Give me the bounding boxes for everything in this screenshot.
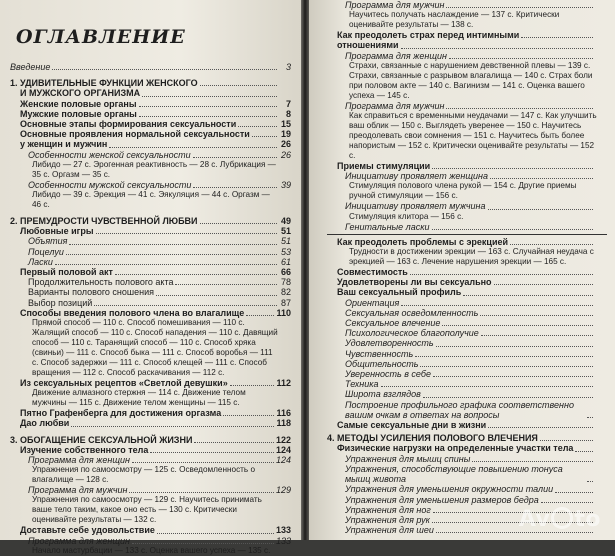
- toc-entry-title: Генитальные ласки: [345, 221, 430, 232]
- toc-page-number: 124: [275, 455, 291, 466]
- toc-subtopics: Либидо — 39 с. Эрекция — 41 с. Эякуляция — 44 с. Оргазм — 46 с.: [32, 190, 270, 210]
- toc-entry-title: Первый половой акт: [20, 267, 113, 278]
- toc-entry: [10, 287, 291, 297]
- dot-leader: [432, 168, 593, 169]
- toc-entry: [10, 257, 291, 267]
- toc-page-number: 124: [275, 444, 291, 455]
- toc-entry-title: Инициативу проявляет женщина: [345, 171, 488, 182]
- toc-entry: [10, 150, 291, 160]
- dot-leader: [200, 85, 277, 86]
- dot-leader: [246, 315, 274, 316]
- toc-entry: [10, 129, 291, 139]
- toc-entry-title: Сексуальная осведомленность: [345, 307, 479, 318]
- toc-entry-title: 4. МЕТОДЫ УСИЛЕНИЯ ПОЛОВОГО ВЛЕЧЕНИЯ: [327, 433, 538, 444]
- toc-list-left: [10, 62, 291, 556]
- toc-entry: [327, 454, 607, 464]
- toc-entry: [10, 216, 291, 226]
- dot-leader: [109, 147, 277, 148]
- toc-entry-title: Упражнения для шеи: [345, 525, 434, 536]
- toc-entry: [327, 0, 607, 10]
- toc-entry-title: 2. ПРЕМУДРОСТИ ЧУВСТВЕННОЙ ЛЮБВИ: [10, 216, 198, 227]
- toc-entry: [10, 445, 291, 455]
- dot-leader: [96, 233, 277, 234]
- toc-entry: [327, 328, 607, 338]
- toc-entry: [327, 308, 607, 318]
- toc-entry-title: Введение: [10, 62, 51, 72]
- toc-entry: [10, 180, 291, 190]
- toc-entry-title: Упражнения для рук: [345, 514, 430, 525]
- dot-leader: [52, 69, 277, 70]
- toc-entry: [10, 99, 291, 109]
- toc-subtopics: Упражнения по самоосмотру — 125 с. Осведомленность о влагалище — 128 с.: [32, 465, 256, 485]
- toc-entry: [327, 443, 607, 453]
- toc-entry-title: Основные этапы формирования сексуальности: [20, 119, 237, 130]
- toc-entry: [10, 435, 291, 445]
- toc-entry-title: Программа для женщин: [28, 455, 130, 466]
- toc-entry: [327, 359, 607, 369]
- toc-entry-title: Программа для женщин: [28, 535, 130, 546]
- dot-leader: [433, 376, 593, 377]
- dot-leader: [472, 461, 593, 462]
- dot-leader: [401, 305, 593, 306]
- toc-page-number: 116: [276, 408, 291, 419]
- toc-entry-title: Упражнения для ног: [345, 504, 431, 515]
- toc-page-number: 118: [276, 418, 291, 429]
- toc-entry-title: Упражнения для мышц спины: [345, 453, 471, 464]
- toc-entry-title: Удовлетворенность: [345, 338, 434, 349]
- toc-entry-title: Чувственность: [345, 348, 414, 359]
- toc-entry: [327, 433, 607, 443]
- toc-subtopics: Как справиться с временными неудачами — 147 с. Как улучшить ваш облик — 150 с. Выглядеть уверенее — 150 с. Научитесь преодолевать свои сомнения — 151 с. Научитесь быть более напористым — 152 с. Критически оценивайте результаты — 152 с.: [349, 111, 597, 161]
- toc-page-number: 19: [280, 129, 291, 140]
- toc-page-number: 8: [285, 108, 291, 119]
- toc-entry: [10, 236, 291, 246]
- toc-subtopics: Начало мастурбации — 133 с. Оценка вашего успеха — 135 с.: [32, 545, 271, 555]
- toc-entry: [10, 88, 291, 98]
- dot-leader: [129, 492, 274, 493]
- toc-subtopics: Трудности в достижении эрекции — 163 с. Случайная неудача с эрекцией — 163 с. Лечение нарушения эрекции — 165 с.: [349, 247, 594, 267]
- dot-leader: [494, 284, 593, 285]
- dot-leader: [193, 157, 277, 158]
- toc-page-number: 122: [275, 434, 291, 445]
- dot-leader: [446, 7, 593, 8]
- toc-entry: [10, 119, 291, 129]
- dot-leader: [66, 254, 277, 255]
- dot-leader: [481, 335, 593, 336]
- toc-entry: [10, 536, 291, 546]
- toc-entry: [10, 62, 291, 72]
- toc-entry: [327, 298, 607, 308]
- dot-leader: [142, 96, 277, 97]
- toc-entry-title: Сексуальное влечение: [345, 318, 441, 329]
- toc-page-number: 129: [275, 485, 291, 496]
- toc-entry: [327, 484, 607, 494]
- toc-entry: [327, 171, 607, 181]
- toc-page-number: 53: [280, 246, 291, 257]
- toc-page-number: 51: [280, 226, 291, 237]
- toc-entry: [327, 201, 607, 211]
- toc-entry-title: Построение профильного графика соответственно вашим очкам в ответах на вопросы: [345, 399, 574, 420]
- toc-page-number: 110: [276, 307, 291, 318]
- toc-entry-title: Дао любви: [20, 418, 70, 429]
- toc-entry: [327, 30, 607, 40]
- toc-entry: [327, 379, 607, 389]
- dot-leader: [463, 295, 593, 296]
- toc-entry: [327, 101, 607, 111]
- page-title: ОГЛАВЛЕНИЕ: [16, 26, 186, 48]
- toc-subtopics: Стимуляция полового члена рукой — 154 с. Другие приемы ручной стимуляции — 156 с.: [349, 181, 577, 201]
- toc-entry: [10, 109, 291, 119]
- toc-page-number: 26: [280, 149, 291, 160]
- dot-leader: [423, 397, 593, 398]
- dot-leader: [587, 481, 593, 482]
- toc-entry-title: Инициативу проявляет мужчина: [345, 201, 486, 212]
- toc-page-number: 87: [280, 297, 291, 308]
- dot-leader: [200, 223, 277, 224]
- dot-leader: [436, 532, 593, 533]
- toc-page-number: 51: [280, 236, 291, 247]
- dot-leader: [223, 415, 274, 416]
- dot-leader: [436, 346, 593, 347]
- dot-leader: [415, 356, 593, 357]
- toc-entry-title: Варианты полового сношения: [28, 287, 154, 298]
- toc-entry-title: Как преодолеть страх перед интимными: [337, 30, 520, 41]
- toc-entry: [10, 298, 291, 308]
- toc-entry: [327, 369, 607, 379]
- toc-entry-title: Программа для мужчин: [345, 0, 445, 10]
- toc-entry: [327, 287, 607, 297]
- toc-entry-title: Широта взглядов: [345, 389, 421, 400]
- toc-page-number: 133: [275, 525, 291, 536]
- toc-entry: [327, 51, 607, 61]
- toc-entry-title: Пятно Графенберга для достижения оргазма: [20, 408, 222, 419]
- toc-subtopics: Движение алмазного стержня — 114 с. Движение телом мужчины — 115 с. Движение телом женщины — 115 с.: [32, 388, 246, 408]
- dot-leader: [156, 295, 277, 296]
- toc-list-right: [327, 0, 607, 535]
- dot-leader: [540, 440, 593, 441]
- toc-entry-title: Упражнения для уменьшения окружности талии: [345, 484, 554, 495]
- toc-page-number: 78: [280, 277, 291, 288]
- toc-entry-title: Ориентация: [345, 297, 400, 308]
- toc-entry-title: Программа для мужчин: [345, 100, 445, 111]
- toc-page-number: 66: [280, 267, 291, 278]
- toc-page-number: 39: [280, 179, 291, 190]
- toc-entry: [327, 161, 607, 171]
- dot-leader: [55, 264, 277, 265]
- dot-leader: [94, 305, 277, 306]
- watermark-text-end: to: [574, 507, 601, 532]
- dot-leader: [432, 229, 594, 230]
- dot-leader: [115, 274, 277, 275]
- toc-subtopics: Упражнения по самоосмотру — 129 с. Научитесь принимать ваше тело таким, какое оно есть — 130 с. Критически оценивайте результаты — 132 с.: [32, 495, 262, 525]
- toc-entry-title: Самые сексуальные дни в жизни: [337, 420, 487, 431]
- toc-entry-title: Ваш сексуальный профиль: [337, 287, 462, 298]
- toc-entry-title: отношениями: [337, 40, 399, 51]
- toc-entry: [10, 277, 291, 287]
- toc-page-number: 26: [280, 139, 291, 150]
- toc-entry: [10, 418, 291, 428]
- toc-entry: [327, 349, 607, 359]
- toc-entry-title: Как преодолеть проблемы с эрекцией: [337, 236, 509, 247]
- watermark-text-start: Av: [518, 507, 551, 532]
- toc-subtopics: Страхи, связанные с нарушением девственной плевы — 139 с. Страхи, связанные с разрывом влагалища — 140 с. Страх боли при половом акте — 140 с. Вагинизм — 141 с. Оценка вашего успеха — 145 с.: [349, 60, 593, 100]
- dot-leader: [488, 209, 594, 210]
- toc-entry-title: Продолжительность полового акта: [28, 277, 174, 288]
- toc-entry-title: 3. ОБОГАЩЕНИЕ СЕКСУАЛЬНОЙ ЖИЗНИ: [10, 434, 193, 445]
- toc-subtopics: Стимуляция клитора — 156 с.: [349, 211, 464, 221]
- toc-entry-title: Мужские половые органы: [20, 108, 137, 119]
- toc-page-number: 3: [285, 62, 291, 72]
- toc-entry: [327, 389, 607, 399]
- toc-entry: [327, 40, 607, 50]
- dot-leader: [139, 106, 277, 107]
- toc-entry: [327, 277, 607, 287]
- toc-entry-title: Уверенность в себе: [345, 369, 431, 380]
- toc-entry: [10, 408, 291, 418]
- dot-leader: [132, 543, 274, 544]
- toc-subtopics: Либидо — 27 с. Эрогенная реактивность — 28 с. Лубрикация — 35 с. Оргазм — 35 с.: [32, 159, 276, 179]
- toc-entry-title: Объятия: [28, 236, 68, 247]
- dot-leader: [175, 284, 277, 285]
- dot-leader: [139, 116, 277, 117]
- dot-leader: [230, 385, 275, 386]
- toc-entry-title: у женщин и мужчин: [20, 139, 108, 150]
- toc-entry: [10, 226, 291, 236]
- toc-entry: [327, 237, 607, 247]
- toc-entry-title: Способы введения полового члена во влагалище: [20, 307, 245, 318]
- toc-entry-title: Особенности мужской сексуальности: [28, 179, 192, 190]
- toc-subtopics: Прямой способ — 110 с. Способ помешивания — 110 с. Жалящий способ — 110 с. Способ нападения — 110 с. Давящий способ — 110 с. Таранящий способ — 110 с. Способ хряка (свиньи) — 111 с. Способ быка — 111 с. Способ воробья — 111 с. Способ задержки — 111 с. Способ клещей — 111 с. Способ вращения — 112 с. Способ раскачивания — 112 с.: [32, 318, 278, 378]
- toc-entry-title: Поцелуи: [28, 246, 64, 257]
- toc-entry-title: Ласки: [28, 256, 53, 267]
- dot-leader: [442, 325, 593, 326]
- dot-leader: [381, 386, 593, 387]
- toc-page-number: 7: [285, 98, 291, 109]
- dot-leader: [490, 178, 593, 179]
- dot-leader: [194, 442, 274, 443]
- toc-page-right: [309, 0, 615, 540]
- dot-leader: [575, 451, 593, 452]
- dot-leader: [132, 462, 274, 463]
- toc-page-number: 15: [280, 119, 291, 130]
- toc-entry: [327, 400, 607, 420]
- dot-leader: [193, 187, 277, 188]
- dot-leader: [541, 502, 593, 503]
- toc-entry: [327, 464, 607, 484]
- avito-ring-icon: [551, 507, 573, 529]
- toc-entry: [10, 78, 291, 88]
- divider: [327, 234, 607, 235]
- dot-leader: [480, 315, 593, 316]
- dot-leader: [488, 427, 593, 428]
- dot-leader: [587, 417, 593, 418]
- toc-page-number: 133: [275, 535, 291, 546]
- toc-entry: [327, 222, 607, 232]
- toc-entry-title: Физические нагрузки на определенные участки тела: [337, 443, 574, 454]
- avito-watermark: [519, 507, 601, 532]
- toc-entry: [10, 525, 291, 535]
- toc-page-number: 112: [276, 378, 291, 389]
- toc-entry-title: Программа для мужчин: [28, 485, 128, 496]
- book-gutter: [301, 0, 309, 540]
- toc-entry-title: Женские половые органы: [20, 98, 137, 109]
- toc-entry: [327, 318, 607, 328]
- toc-entry: [327, 338, 607, 348]
- toc-entry-title: И МУЖСКОГО ОРГАНИЗМА: [20, 88, 141, 99]
- toc-entry-title: Психологическое благополучие: [345, 328, 479, 339]
- toc-page-number: 49: [280, 216, 291, 227]
- toc-entry: [10, 139, 291, 149]
- dot-leader: [252, 136, 277, 137]
- toc-entry-title: Изучение собственного тела: [20, 444, 149, 455]
- dot-leader: [521, 37, 593, 38]
- dot-leader: [446, 108, 593, 109]
- dot-leader: [69, 244, 277, 245]
- dot-leader: [150, 452, 274, 453]
- toc-entry-title: Техника: [345, 379, 379, 390]
- toc-entry-title: Упражнения для уменьшения размеров бедра: [345, 494, 539, 505]
- toc-entry-title: Совместимость: [337, 267, 408, 278]
- dot-leader: [410, 274, 593, 275]
- toc-subtopics: Научитесь получать наслаждение — 137 с. Критически оценивайте результаты — 138 с.: [349, 10, 560, 30]
- toc-entry-title: Основные проявления нормальной сексуальности: [20, 129, 250, 140]
- toc-entry: [327, 267, 607, 277]
- toc-entry: [10, 267, 291, 277]
- toc-entry-title: Удовлетворены ли вы сексуально: [337, 277, 492, 288]
- toc-page-number: 61: [280, 256, 291, 267]
- toc-entry-title: Из сексуальных рецептов «Светлой девушки»: [20, 378, 228, 389]
- toc-entry-title: Доставьте себе удовольствие: [20, 525, 155, 536]
- toc-entry-title: 1. УДИВИТЕЛЬНЫЕ ФУНКЦИИ ЖЕНСКОГО: [10, 78, 198, 89]
- toc-entry-title: Общительность: [345, 358, 419, 369]
- dot-leader: [401, 48, 593, 49]
- toc-entry: [10, 308, 291, 318]
- toc-entry: [10, 378, 291, 388]
- toc-entry: [327, 495, 607, 505]
- toc-entry-title: Выбор позиций: [28, 297, 93, 308]
- dot-leader: [238, 126, 277, 127]
- toc-entry-title: Программа для женщин: [345, 50, 447, 61]
- toc-entry-title: Упражнения, способствующие повышению тонуса мышц живота: [345, 463, 563, 485]
- toc-entry: [327, 420, 607, 430]
- dot-leader: [555, 492, 593, 493]
- dot-leader: [510, 244, 593, 245]
- toc-entry: [10, 455, 291, 465]
- dot-leader: [71, 426, 274, 427]
- dot-leader: [420, 366, 593, 367]
- dot-leader: [449, 58, 593, 59]
- toc-page-number: 82: [280, 287, 291, 298]
- toc-page-left: [0, 0, 301, 555]
- toc-entry-title: Любовные игры: [20, 226, 94, 237]
- toc-entry: [10, 485, 291, 495]
- dot-leader: [157, 533, 274, 534]
- toc-entry-title: Приемы стимуляции: [337, 161, 431, 172]
- toc-entry: [10, 247, 291, 257]
- toc-entry-title: Особенности женской сексуальности: [28, 149, 191, 160]
